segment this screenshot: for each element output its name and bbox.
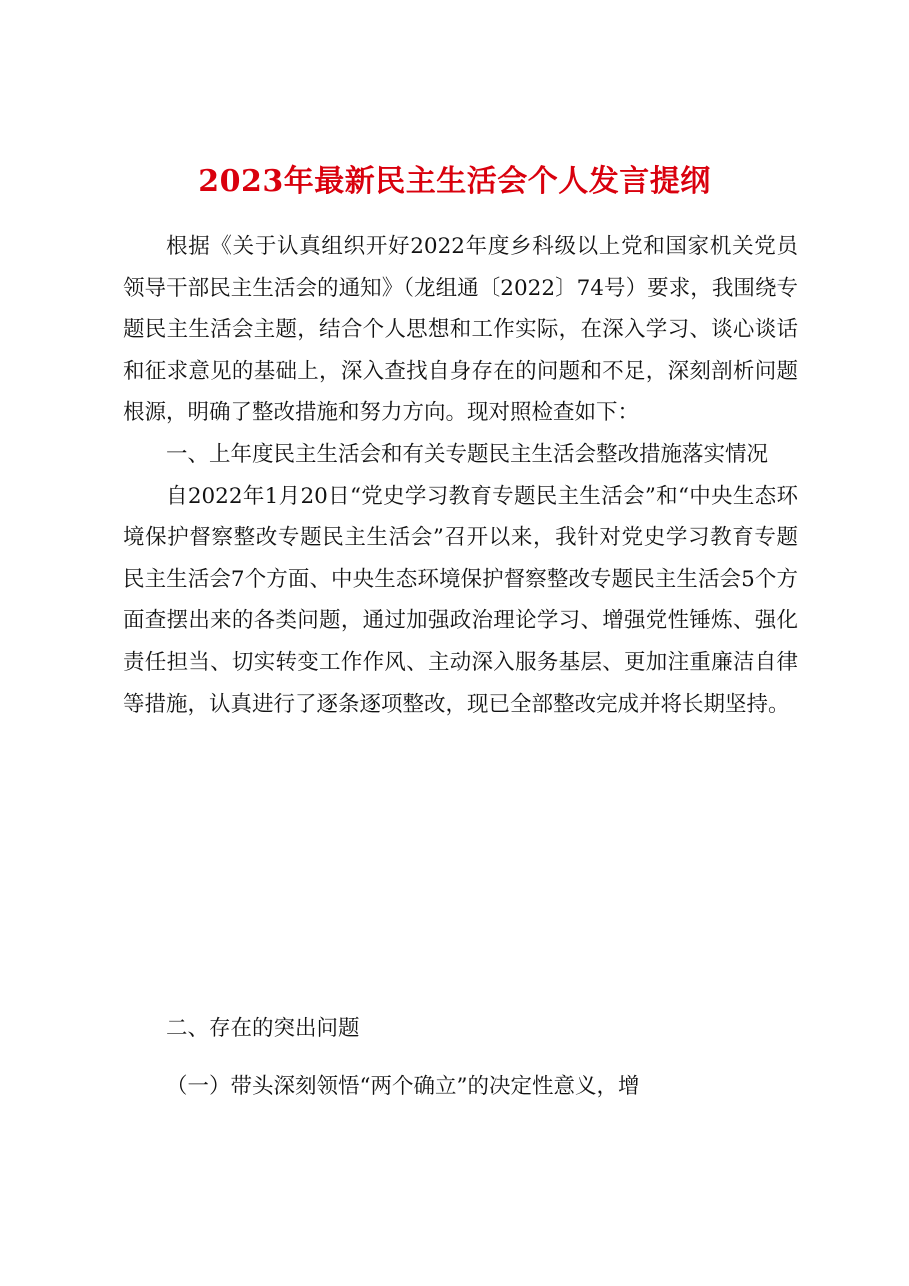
document-body-continued bbox=[123, 1008, 798, 1050]
paragraph-intro: 根据《关于认真组织开好2022年度乡科级以上党和国家机关党员领导干部民主生活会的通知》（龙组通〔2022〕74号）要求，我围绕专题民主生活会主题，结合个人思想和工作实际，在深入学习、谈心谈话和征求意见的基础上，深入查找自身存在的问题和不足，深刻剖析问题根源，明确了整改措施和努力方向。现对照检查如下： bbox=[123, 234, 798, 426]
document-title: 2023年最新民主生活会个人发言提纲 bbox=[198, 164, 711, 199]
document-body bbox=[123, 226, 798, 725]
subsection-heading-1: （一）带头深刻领悟“两个确立”的决定性意义，增 bbox=[166, 1074, 640, 1099]
document-body-subsection bbox=[123, 1066, 798, 1108]
section-heading-2: 二、存在的突出问题 bbox=[166, 1016, 360, 1041]
paragraph-section-1: 自2022年1月20日“党史学习教育专题民主生活会”和“中央生态环境保护督察整改专题民主生活会”召开以来，我针对党史学习教育专题民主生活会7个方面、中央生态环境保护督察整改专题民主生活会5个方面查摆出来的各类问题，通过加强政治理论学习、增强党性锤炼、强化责任担当、切实转变工作作风、主动深入服务基层、更加注重廉洁自律等措施，认真进行了逐条逐项整改，现已全部整改完成并将长期坚持。 bbox=[123, 483, 798, 717]
section-heading-1: 一、上年度民主生活会和有关专题民主生活会整改措施落实情况 bbox=[166, 441, 769, 467]
